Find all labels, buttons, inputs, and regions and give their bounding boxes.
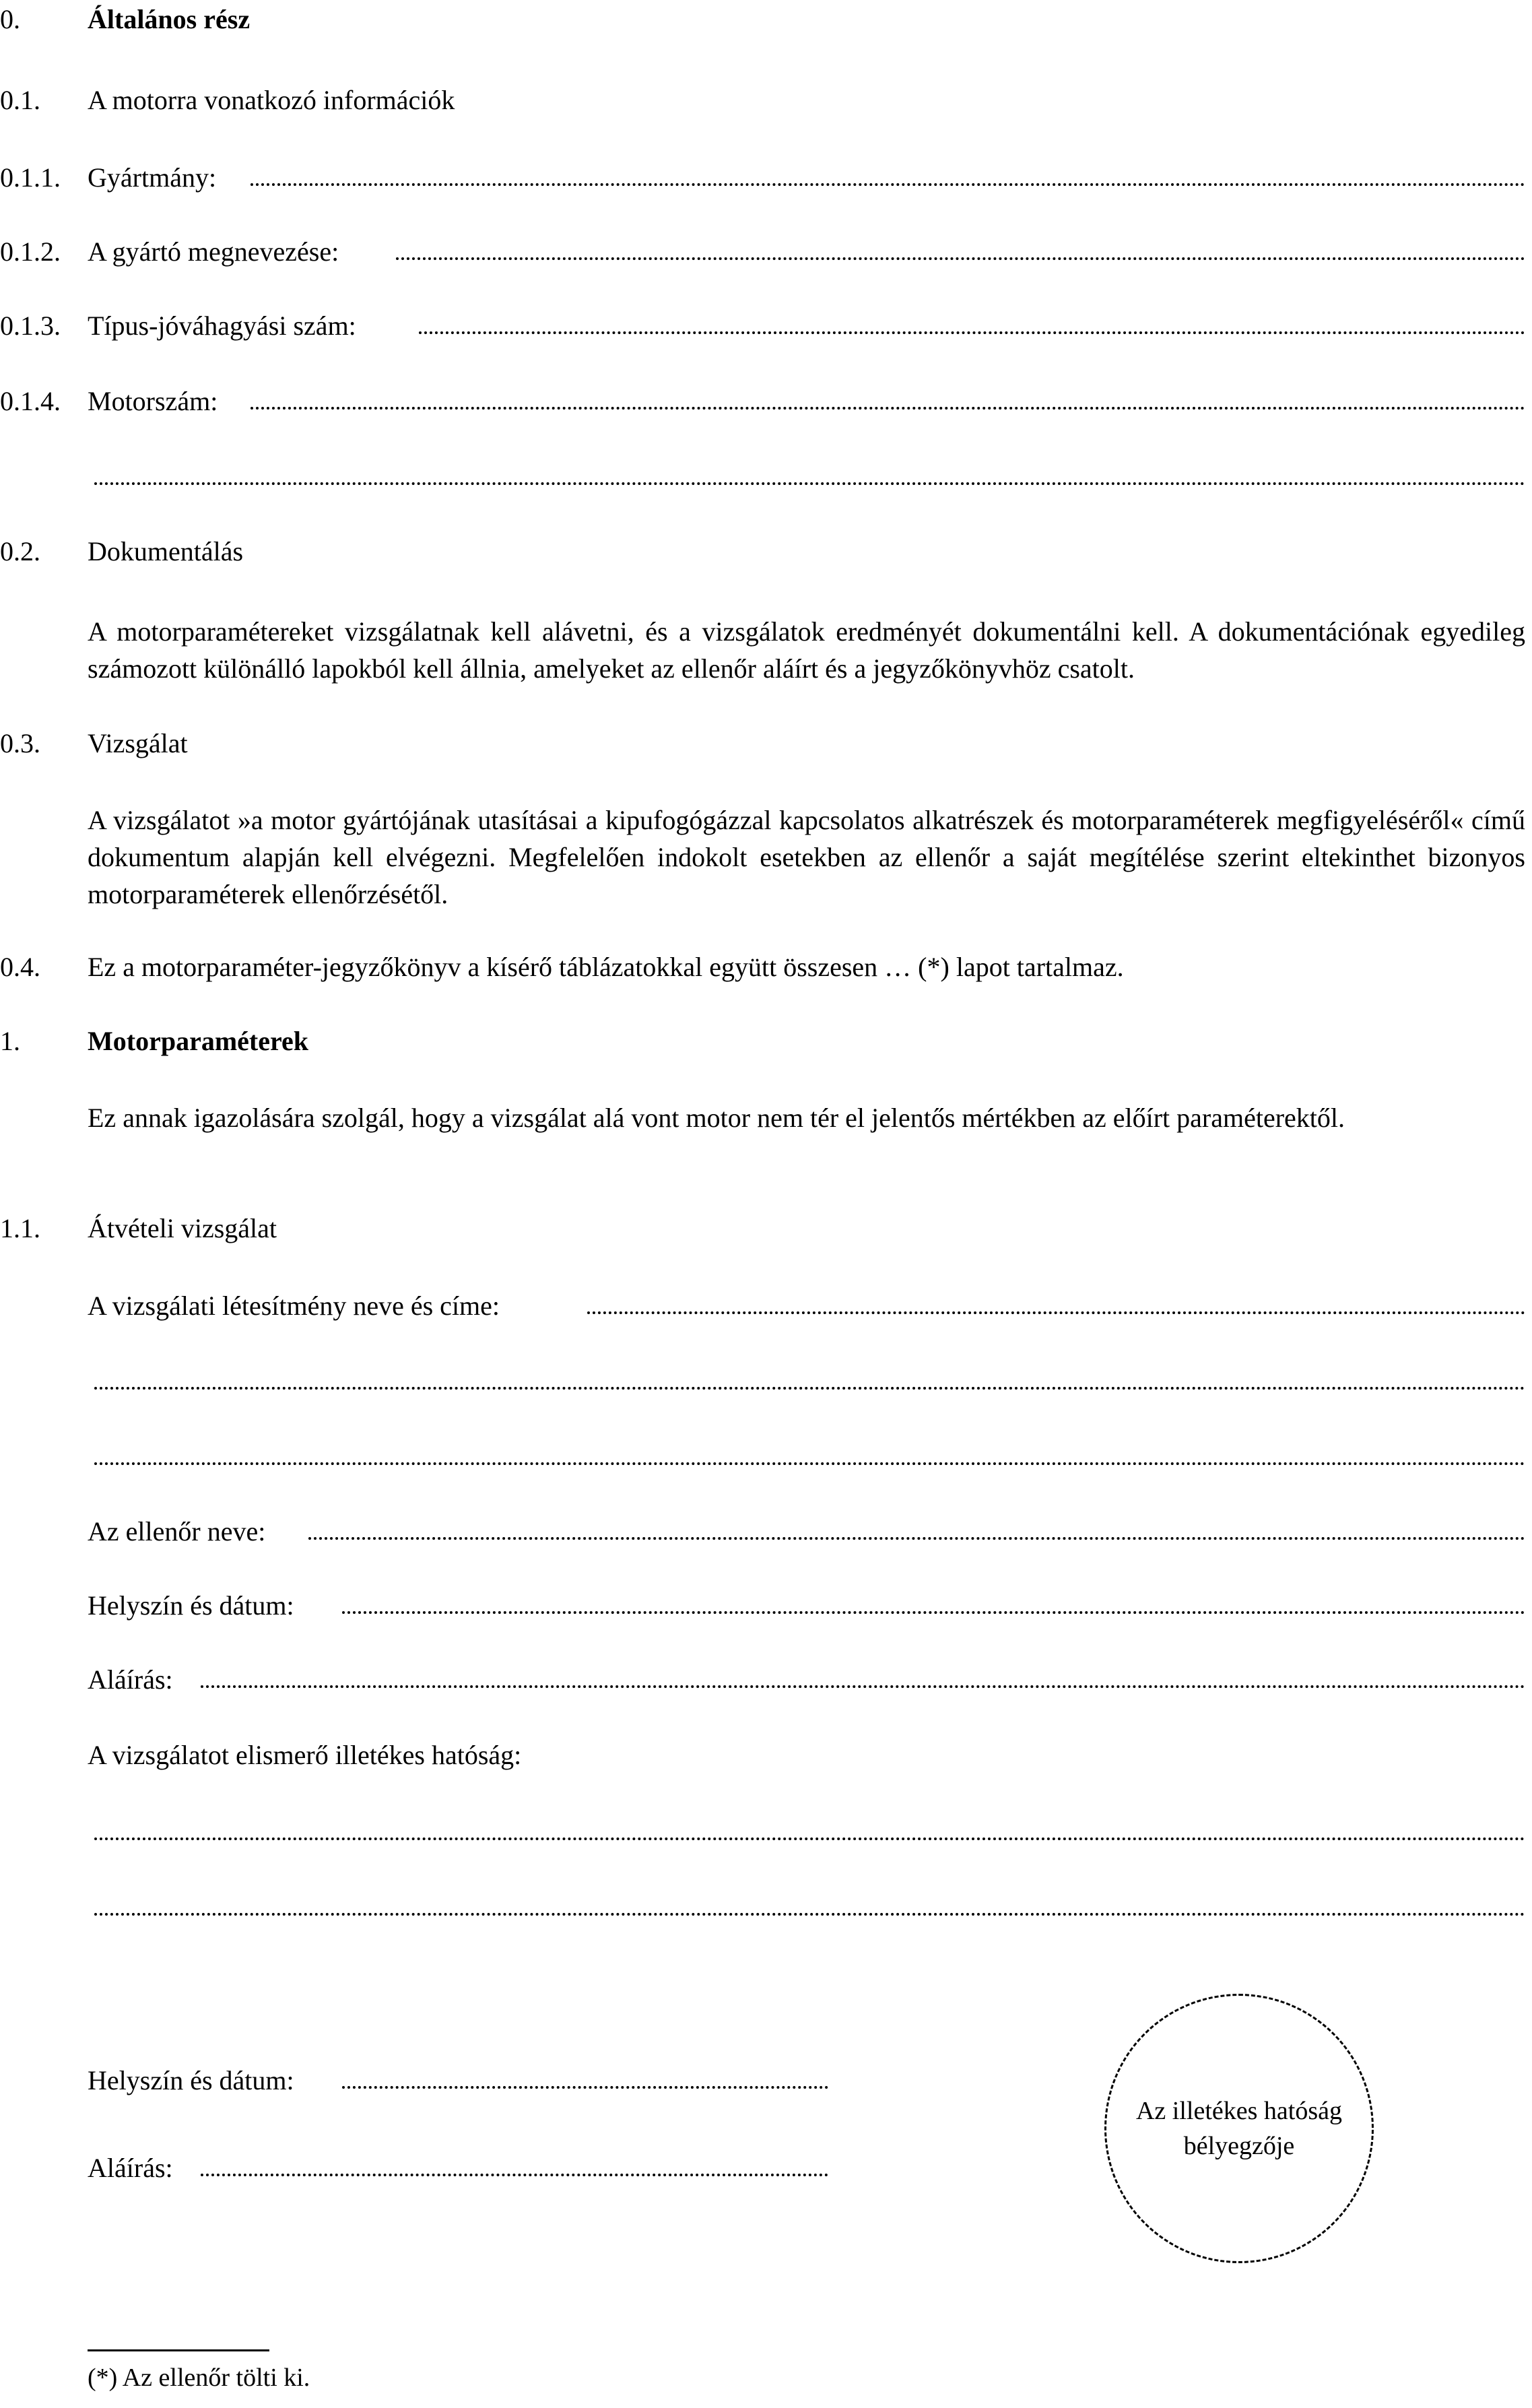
fill-in-line-facility-2[interactable] [94, 1383, 1525, 1390]
field-label: A gyártó megnevezése: [88, 236, 339, 267]
stamp-text-line: bélyegzője [1183, 2132, 1295, 2160]
stamp-text [1106, 2093, 1372, 2163]
section-number: 0.4. [0, 952, 40, 982]
section-number: 0.1.2. [0, 236, 61, 267]
fill-in-line-type-approval[interactable] [419, 327, 1525, 334]
field-label: A vizsgálatot elismerő illetékes hatóság: [88, 1740, 522, 1770]
fill-in-line-manufacturer[interactable] [396, 253, 1525, 260]
section-title: Motorparaméterek [88, 1026, 309, 1056]
field-label: Az ellenőr neve: [88, 1516, 266, 1547]
field-label: A vizsgálati létesítmény neve és címe: [88, 1291, 500, 1321]
fill-in-line-inspector[interactable] [308, 1533, 1525, 1540]
footnote: (*) Az ellenőr tölti ki. [88, 2364, 310, 2392]
fill-in-line-signature[interactable] [201, 1681, 1525, 1688]
field-label: Típus-jóváhagyási szám: [88, 311, 356, 341]
section-number: 0.3. [0, 728, 40, 758]
section-body: Ez a motorparaméter-jegyzőkönyv a kísérő táblázatokkal együtt összesen … (*) lapot tartalmaz. [88, 952, 1124, 982]
stamp-text-line: Az illetékes hatóság [1135, 2097, 1342, 2125]
section-number: 0.1.3. [0, 311, 61, 341]
fill-in-line-make[interactable] [251, 179, 1525, 186]
section-title: A motorra vonatkozó információk [88, 85, 455, 115]
field-label: Aláírás: [88, 2153, 173, 2183]
section-number: 0.1.1. [0, 162, 61, 193]
field-label: Helyszín és dátum: [88, 2065, 294, 2095]
section-title: Átvételi vizsgálat [88, 1213, 277, 1243]
section-title: Általános rész [88, 4, 251, 34]
section-number: 1.1. [0, 1213, 40, 1243]
fill-in-line-place-date[interactable] [342, 1607, 1525, 1614]
section-number: 0.2. [0, 536, 40, 566]
section-number: 0.1. [0, 85, 40, 115]
section-body: Ez annak igazolására szolgál, hogy a vizsgálat alá vont motor nem tér el jelentős mértékben az előírt paraméterektől. [88, 1103, 1345, 1133]
section-number: 0.1.4. [0, 386, 61, 416]
field-label: Motorszám: [88, 386, 218, 416]
fill-in-line-place-date-2[interactable] [342, 2082, 828, 2089]
fill-in-line-authority[interactable] [94, 1833, 1525, 1840]
field-label: Gyártmány: [88, 162, 217, 193]
fill-in-line-engine-number-cont[interactable] [94, 478, 1525, 485]
section-body: A motorparamétereket vizsgálatnak kell alávetni, és a vizsgálatok eredményét dokumentálni kell. A dokumentációnak egyedileg számozott különálló lapokból kell állnia, amelyeket az ellenőr aláírt és a jegyzőkönyvhöz csatolt. [88, 616, 1525, 684]
section-number: 1. [0, 1026, 20, 1056]
fill-in-line-engine-number[interactable] [251, 403, 1525, 410]
field-label: Aláírás: [88, 1664, 173, 1695]
field-label: Helyszín és dátum: [88, 1590, 294, 1621]
section-number: 0. [0, 4, 20, 34]
fill-in-line-signature-2[interactable] [201, 2170, 828, 2176]
fill-in-line-authority-2[interactable] [94, 1909, 1525, 1916]
section-body: A vizsgálatot »a motor gyártójának utasításai a kipufogógázzal kapcsolatos alkatrészek és motorparaméterek megfigyeléséről« című dokumentum alapján kell elvégezni. Megfelelően indokolt esetekben az ellenőr a saját megítélése szerint eltekinthet bizonyos motorparaméterek ellenőrzésétől. [88, 805, 1525, 909]
section-title: Vizsgálat [88, 728, 188, 758]
fill-in-line-facility[interactable] [587, 1307, 1525, 1314]
stamp-circle [1104, 1994, 1374, 2263]
footnote-divider [88, 2349, 269, 2351]
section-title: Dokumentálás [88, 536, 244, 566]
fill-in-line-facility-3[interactable] [94, 1458, 1525, 1465]
